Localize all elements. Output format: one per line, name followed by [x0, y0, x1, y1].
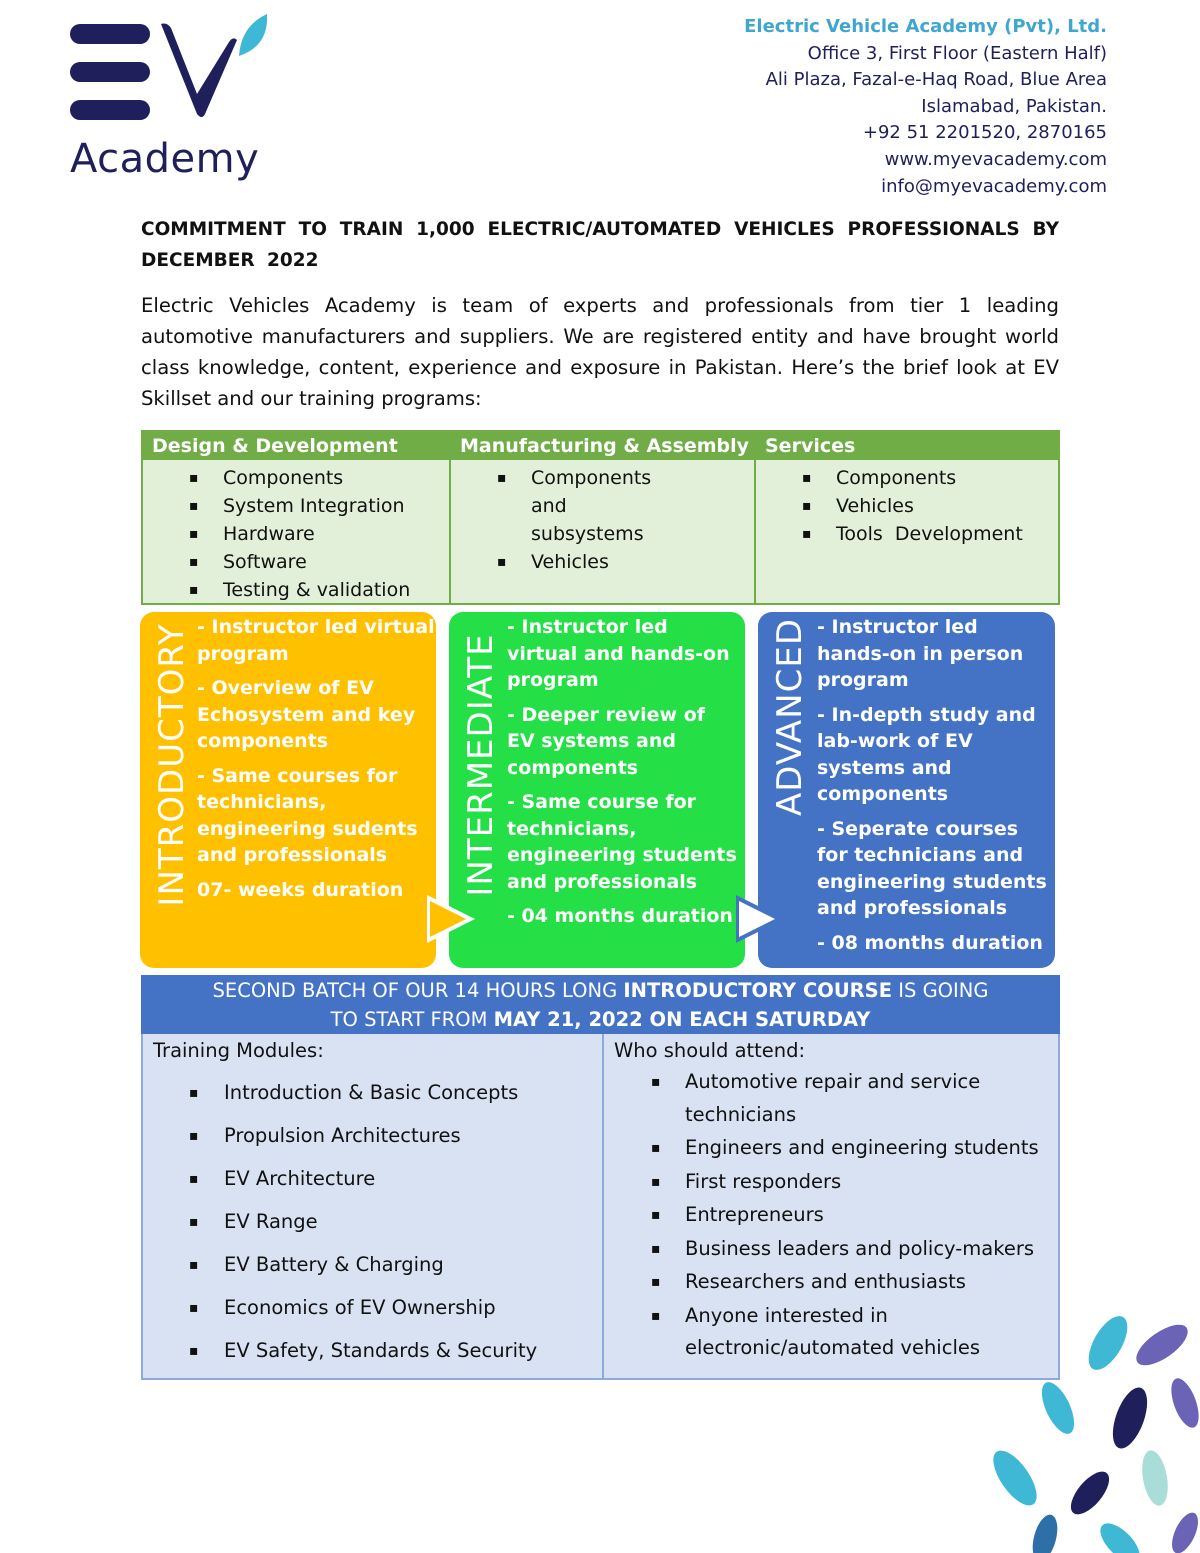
- list-item: ▪ Vehicles: [756, 492, 1058, 520]
- address-line: Ali Plaza, Fazal-e-Haq Road, Blue Area: [765, 69, 1107, 91]
- level-point: - Overview of EV Echosystem and key components: [197, 677, 416, 752]
- list-item: ▪ Automotive repair and service technicians: [604, 1066, 985, 1131]
- ev-academy-logo: [62, 4, 292, 184]
- website-link[interactable]: www.myevacademy.com: [884, 148, 1107, 170]
- level-point: - Instructor led virtual and hands-on program: [507, 616, 730, 691]
- list-item: ▪ Entrepreneurs: [604, 1199, 1058, 1232]
- list-item: ▪ EV Architecture: [143, 1165, 602, 1208]
- company-address: [744, 14, 1107, 200]
- level-point: - Deeper review of EV systems and components: [507, 703, 706, 779]
- intro-paragraph: Electric Vehicles Academy is team of experts and professionals from tier 1 leading automotive manufacturers and suppliers. We are registered entity and have brought world class knowledge, content, experience and exposure in Pakistan. Here’s the brief look at EV Skillset and our training programs:: [141, 294, 1059, 410]
- decorative-leaves-icon: [980, 1303, 1200, 1553]
- level-points: [197, 614, 435, 911]
- list-item: ▪ Components: [756, 464, 1058, 492]
- arrow-right-icon: [736, 895, 784, 943]
- arrow-right-icon: [427, 895, 475, 943]
- level-advanced: [758, 612, 1055, 968]
- skillset-column-title: Design & Development: [143, 432, 449, 460]
- list-item: ▪ Business leaders and policy-makers: [604, 1233, 1058, 1266]
- level-introductory: [140, 612, 436, 968]
- level-point: - In-depth study and lab-work of EV systems and components: [817, 703, 1036, 805]
- skillset-column-manufacturing: [449, 432, 754, 603]
- address-line: Office 3, First Floor (Eastern Half): [807, 42, 1107, 64]
- list-item: ▪ Software: [143, 548, 449, 576]
- page-heading: COMMITMENT TO TRAIN 1,000 ELECTRIC/AUTOMATED VEHICLES PROFESSIONALS BY DECEMBER 2022: [141, 219, 1059, 271]
- batch-announcement-banner: [141, 975, 1060, 1034]
- skillset-column-title: Services: [756, 432, 1058, 460]
- modules-table: [141, 1034, 1060, 1380]
- skillset-column-design: [143, 432, 449, 603]
- list-item: ▪ Economics of EV Ownership: [143, 1294, 602, 1337]
- logo-bar-top: [70, 24, 150, 44]
- list-item: ▪ EV Safety, Standards & Security: [143, 1337, 602, 1380]
- level-point: - Same course for technicians, engineering students and professionals: [507, 791, 737, 893]
- list-item: ▪ Propulsion Architectures: [143, 1122, 602, 1165]
- level-point: - Same courses for technicians, engineering sudents and professionals: [197, 764, 418, 866]
- skillset-list: [143, 460, 449, 604]
- level-point: - Instructor led virtual program: [197, 616, 435, 665]
- list-item: ▪ System Integration: [143, 492, 449, 520]
- list-item: ▪ Introduction & Basic Concepts: [143, 1079, 602, 1122]
- level-duration: - 08 months duration: [817, 931, 1043, 954]
- list-item: ▪ First responders: [604, 1166, 1058, 1199]
- skillset-column-services: [754, 432, 1058, 603]
- skillset-table: [141, 430, 1060, 605]
- list-item: ▪ Testing & validation: [143, 576, 449, 604]
- level-point: - Seperate courses for technicians and engineering students and professionals: [817, 817, 1047, 919]
- level-title: ADVANCED: [770, 617, 810, 817]
- banner-line-2: TO START FROM MAY 21, 2022 ON EACH SATURDAY: [330, 1008, 871, 1031]
- banner-line-1: SECOND BATCH OF OUR 14 HOURS LONG INTRODUCTORY COURSE IS GOING: [212, 979, 989, 1002]
- skillset-list: [451, 460, 754, 576]
- logo-bar-bottom: [70, 100, 150, 120]
- logo-wordmark: Academy: [70, 136, 260, 182]
- training-modules-column: [143, 1034, 602, 1378]
- level-intermediate: [449, 612, 745, 968]
- list-item: ▪ EV Battery & Charging: [143, 1251, 602, 1294]
- level-point: - Instructor led hands-on in person program: [817, 616, 1024, 691]
- list-item: ▪ Anyone interested in electronic/automated vehicles: [604, 1300, 985, 1365]
- training-modules-title: Training Modules:: [153, 1039, 324, 1062]
- list-item: ▪ EV Range: [143, 1208, 602, 1251]
- list-item: ▪ Researchers and enthusiasts: [604, 1266, 1058, 1299]
- logo-v-leaf-icon: [157, 14, 277, 124]
- level-points: [817, 614, 1047, 964]
- list-item: ▪ Tools Development: [756, 520, 1058, 548]
- skillset-column-title: Manufacturing & Assembly: [451, 432, 754, 460]
- logo-bar-middle: [70, 62, 150, 82]
- who-should-attend-title: Who should attend:: [614, 1039, 806, 1062]
- level-points: [507, 614, 737, 938]
- training-modules-list: [143, 1065, 602, 1380]
- email-link[interactable]: info@myevacademy.com: [881, 175, 1107, 197]
- address-line: Islamabad, Pakistan.: [921, 95, 1107, 117]
- phone-numbers: +92 51 2201520, 2870165: [862, 122, 1107, 144]
- skillset-list: [756, 460, 1058, 548]
- level-duration: 07- weeks duration: [197, 878, 404, 901]
- list-item: ▪ Components: [143, 464, 449, 492]
- list-item: ▪ Vehicles: [451, 548, 754, 576]
- company-name: Electric Vehicle Academy (Pvt), Ltd.: [744, 16, 1107, 37]
- level-duration: - 04 months duration: [507, 905, 733, 927]
- list-item: ▪ Components and subsystems: [451, 464, 661, 548]
- list-item: ▪ Engineers and engineering students: [604, 1132, 1058, 1165]
- list-item: ▪ Hardware: [143, 520, 449, 548]
- level-title: INTRODUCTORY: [152, 622, 192, 907]
- level-title: INTERMEDIATE: [461, 632, 501, 897]
